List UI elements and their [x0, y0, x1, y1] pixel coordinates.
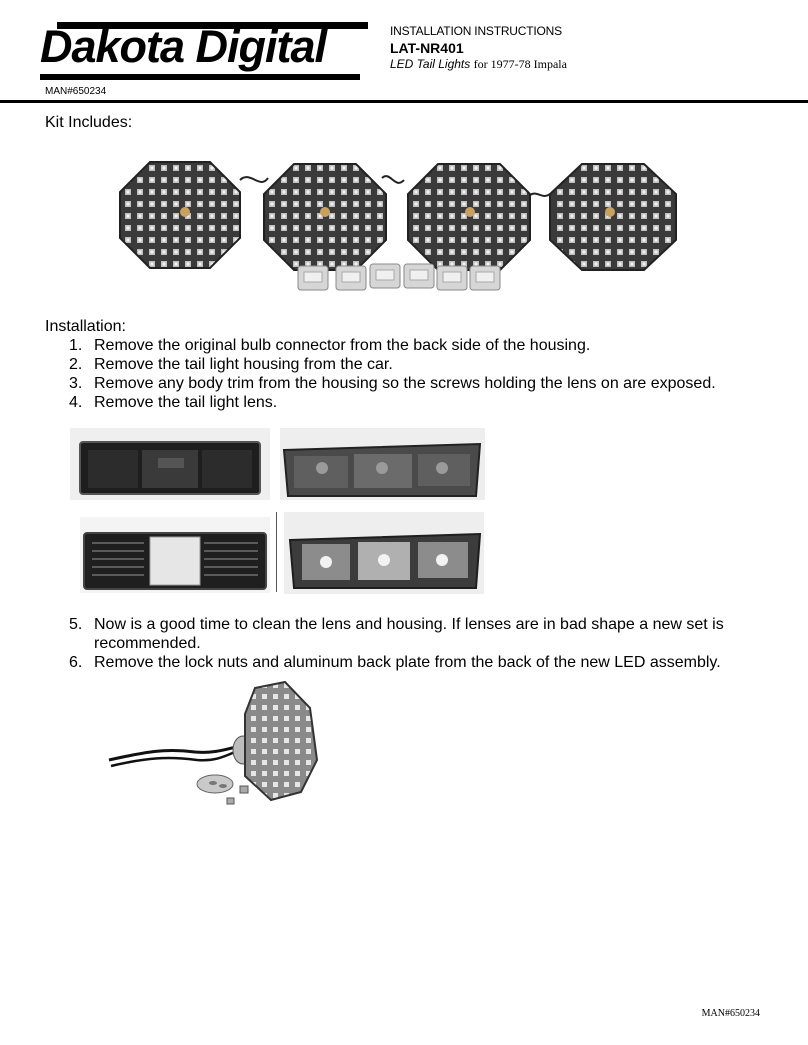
installation-heading: Installation: — [45, 318, 126, 335]
photo-divider — [276, 512, 277, 592]
step-item — [45, 393, 745, 412]
led-board-1 — [120, 162, 240, 268]
product-title-prefix: LED Tail Lights — [390, 57, 471, 71]
steps-list-b — [45, 615, 745, 672]
doc-title-block — [390, 24, 567, 72]
header-rule — [0, 100, 808, 103]
led-board-3 — [408, 164, 530, 270]
step-text: Remove the original bulb connector from the back side of the housing. — [94, 337, 591, 354]
step-number: 2. — [69, 356, 83, 373]
step-text: Remove any body trim from the housing so the screws holding the lens on are exposed. — [94, 375, 716, 392]
manual-number-footer: MAN#650234 — [701, 1008, 760, 1019]
step-item — [45, 355, 745, 374]
step-number: 4. — [69, 394, 83, 411]
photo-lens-installed — [70, 428, 270, 500]
step-text: Now is a good time to clean the lens and housing. If lenses are in bad shape a new set is recommended. — [94, 616, 724, 652]
step-item — [45, 615, 745, 653]
step-number: 6. — [69, 654, 83, 671]
led-board-4 — [550, 164, 676, 270]
photo-led-assembly — [105, 680, 325, 810]
step-text: Remove the lock nuts and aluminum back plate from the back of the new LED assembly. — [94, 654, 721, 671]
photo-lens-backup — [80, 517, 270, 593]
step-number: 5. — [69, 616, 83, 633]
step-number: 1. — [69, 337, 83, 354]
brand-logo: Dakota Digital — [40, 21, 327, 72]
photo-lens-removed — [280, 428, 485, 500]
product-title — [390, 57, 567, 72]
led-board-2 — [264, 164, 386, 270]
steps-list-a — [45, 336, 745, 412]
step-item — [45, 653, 745, 672]
photo-housing-bulbs — [284, 512, 484, 594]
logo-bar-bottom — [40, 74, 360, 80]
step-number: 3. — [69, 375, 83, 392]
step-text: Remove the tail light lens. — [94, 394, 278, 411]
step-item — [45, 374, 745, 393]
manual-number-header: MAN#650234 — [45, 86, 107, 97]
kit-heading: Kit Includes: — [45, 114, 133, 131]
step-text: Remove the tail light housing from the car. — [94, 356, 393, 373]
doc-type: INSTALLATION INSTRUCTIONS — [390, 24, 562, 38]
part-number: LAT-NR401 — [390, 40, 464, 56]
kit-photo — [110, 150, 700, 300]
step-item — [45, 336, 745, 355]
kit-photo-image — [110, 150, 700, 300]
product-title-suffix: for 1977-78 Impala — [473, 57, 567, 71]
